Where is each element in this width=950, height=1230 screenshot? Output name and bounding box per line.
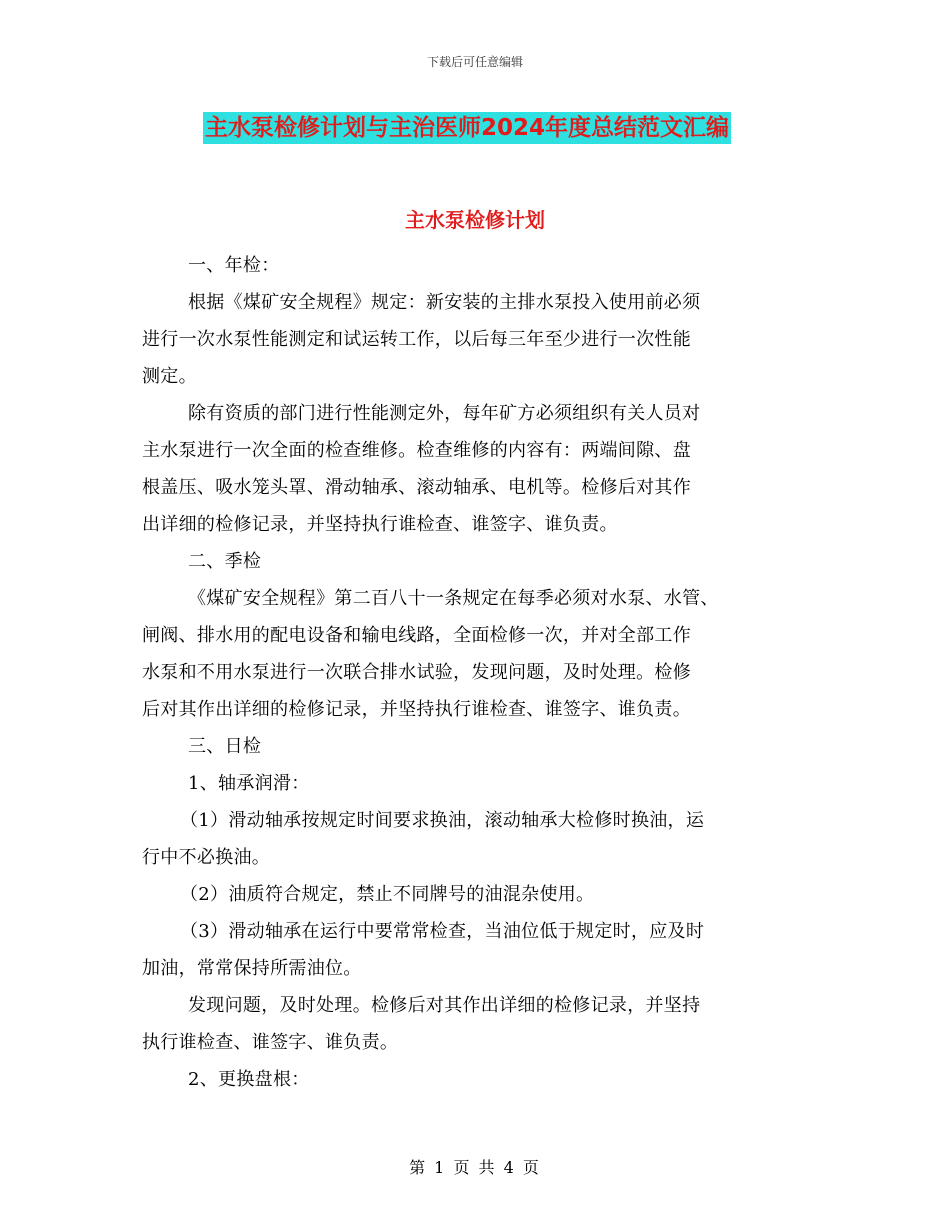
paragraph-line: 主水泵进行一次全面的检查维修。检查维修的内容有：两端间隙、盘 — [142, 440, 691, 461]
heading-quarterly-inspection: 二、季检 — [188, 551, 262, 572]
main-title: 主水泵检修计划与主治医师2024年度总结范文汇编 — [203, 112, 731, 144]
list-item: （1）滑动轴承按规定时间要求换油，滚动轴承大检修时换油，运 — [180, 810, 705, 831]
subheading-packing-replacement: 2、更换盘根： — [188, 1069, 310, 1090]
section-title: 主水泵检修计划 — [405, 208, 545, 232]
paragraph-line: 出详细的检修记录，并坚持执行谁检查、谁签字、谁负责。 — [142, 514, 618, 535]
paragraph-line: 根据《煤矿安全规程》规定：新安装的主排水泵投入使用前必须 — [188, 292, 701, 313]
paragraph-line: 闸阀、排水用的配电设备和输电线路，全面检修一次，并对全部工作 — [142, 625, 691, 646]
paragraph-line: 后对其作出详细的检修记录，并坚持执行谁检查、谁签字、谁负责。 — [142, 699, 691, 720]
subheading-bearing-lubrication: 1、轴承润滑： — [188, 773, 310, 794]
heading-annual-inspection: 一、年检： — [188, 255, 280, 276]
heading-daily-inspection: 三、日检 — [188, 736, 262, 757]
paragraph-line: 执行谁检查、谁签字、谁负责。 — [142, 1032, 399, 1053]
paragraph-line: 发现问题，及时处理。检修后对其作出详细的检修记录，并坚持 — [188, 995, 701, 1016]
paragraph-line: 进行一次水泵性能测定和试运转工作，以后每三年至少进行一次性能 — [142, 329, 691, 350]
header-note: 下载后可任意编辑 — [426, 55, 523, 69]
list-item: （3）滑动轴承在运行中要常常检查，当油位低于规定时，应及时 — [180, 921, 705, 942]
paragraph-line: 行中不必换油。 — [142, 847, 271, 868]
paragraph-line: 除有资质的部门进行性能测定外，每年矿方必须组织有关人员对 — [188, 403, 701, 424]
paragraph-line: 测定。 — [142, 366, 197, 387]
paragraph-line: 加油，常常保持所需油位。 — [142, 958, 362, 979]
paragraph-line: 《煤矿安全规程》第二百八十一条规定在每季必须对水泵、水管、 — [188, 588, 719, 609]
list-item: （2）油质符合规定，禁止不同牌号的油混杂使用。 — [180, 884, 595, 905]
paragraph-line: 根盖压、吸水笼头罩、滑动轴承、滚动轴承、电机等。检修后对其作 — [142, 477, 691, 498]
paragraph-line: 水泵和不用水泵进行一次联合排水试验，发现问题，及时处理。检修 — [142, 662, 691, 683]
page-number: 第 1 页 共 4 页 — [409, 1158, 541, 1177]
